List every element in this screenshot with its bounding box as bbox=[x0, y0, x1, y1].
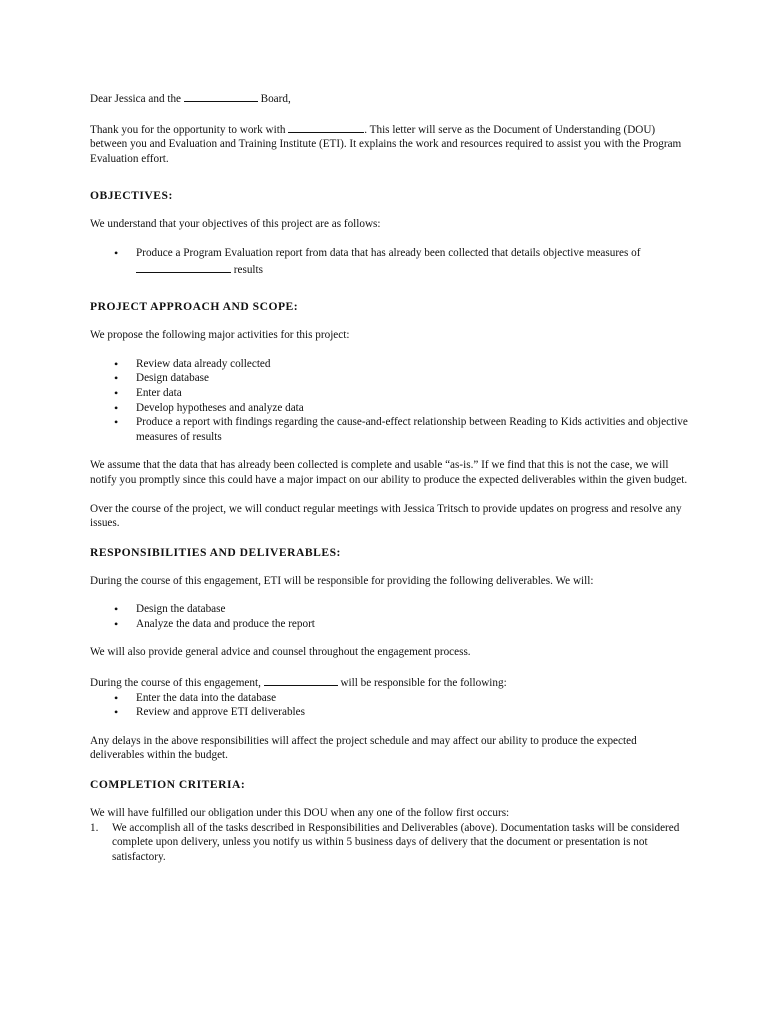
blank-client-name bbox=[264, 674, 338, 686]
list-item: • Analyze the data and produce the report bbox=[90, 617, 690, 632]
meetings-paragraph: Over the course of the project, we will conduct regular meetings with Jessica Tritsch to provide updates on progress and resolve any issues. bbox=[90, 502, 682, 530]
completion-item-text: We accomplish all of the tasks described in Responsibilities and Deliverables (above). Documentation tasks will be considered complete upon delivery, unless you notify us within 5 business days of delivery that the document or presentation is not satisfactory. bbox=[112, 821, 680, 863]
letter-body bbox=[90, 90, 690, 864]
list-item: • Enter the data into the database bbox=[90, 691, 690, 706]
objectives-list bbox=[90, 246, 690, 277]
approach-list bbox=[90, 357, 690, 445]
list-number: 1. bbox=[90, 821, 99, 834]
completion-lead: We will have fulfilled our obligation under this DOU when any one of the follow first occurs: bbox=[90, 807, 510, 820]
intro-text-after: . This letter will serve as the Document of Understanding (DOU) between you and Evaluation and Training Institute (ETI). It explains the work and resources required to assist you with the Program Evaluation effort. bbox=[90, 123, 682, 165]
list-item bbox=[90, 821, 690, 865]
client-lead-before: During the course of this engagement, bbox=[90, 677, 261, 690]
intro-text-before: Thank you for the opportunity to work with bbox=[90, 123, 286, 136]
client-lead bbox=[90, 674, 690, 691]
list-item bbox=[90, 246, 690, 277]
objective-text-before: Produce a Program Evaluation report from data that has already been collected that details objective measures of bbox=[136, 246, 641, 259]
salutation-prefix: Dear Jessica and the bbox=[90, 93, 182, 105]
salutation bbox=[90, 90, 690, 107]
eti-deliverables-list bbox=[90, 602, 690, 631]
intro-paragraph bbox=[90, 121, 690, 167]
completion-heading: COMPLETION CRITERIA: bbox=[90, 778, 246, 792]
objective-text-after: results bbox=[233, 263, 264, 276]
blank-board-name bbox=[184, 90, 258, 102]
approach-heading: PROJECT APPROACH AND SCOPE: bbox=[90, 300, 299, 314]
blank-program-name bbox=[136, 261, 231, 273]
blank-organization-name bbox=[288, 121, 364, 133]
client-responsibilities-list bbox=[90, 691, 690, 720]
salutation-suffix: Board, bbox=[260, 93, 291, 105]
client-lead-after: will be responsible for the following: bbox=[340, 677, 507, 690]
assumption-paragraph: We assume that the data that has already been collected is complete and usable “as-is.” If we find that this is not the case, we will notify you promptly since this could have a major impact on our ability to produce the expected deliverables within the given budget. bbox=[90, 459, 688, 486]
list-item: • Develop hypotheses and analyze data bbox=[90, 401, 690, 416]
approach-lead: We propose the following major activities for this project: bbox=[90, 329, 350, 342]
eti-lead: During the course of this engagement, ETI will be responsible for providing the following deliverables. We will: bbox=[90, 574, 594, 587]
objectives-heading: OBJECTIVES: bbox=[90, 189, 173, 203]
completion-list bbox=[90, 821, 690, 865]
list-item: • Produce a report with findings regarding the cause-and-effect relationship between Reading to Kids activities and objective measures of results bbox=[90, 415, 690, 444]
list-item: • Enter data bbox=[90, 386, 690, 401]
list-item: • Design the database bbox=[90, 602, 690, 617]
list-item: • Design database bbox=[90, 371, 690, 386]
advice-paragraph: We will also provide general advice and counsel throughout the engagement process. bbox=[90, 646, 471, 659]
delays-paragraph: Any delays in the above responsibilities will affect the project schedule and may affect our ability to produce the expected deliverables within the budget. bbox=[90, 734, 637, 762]
responsibilities-heading: RESPONSIBILITIES AND DELIVERABLES: bbox=[90, 545, 341, 559]
list-item: • Review and approve ETI deliverables bbox=[90, 705, 690, 720]
objectives-lead: We understand that your objectives of this project are as follows: bbox=[90, 218, 381, 231]
list-item: • Review data already collected bbox=[90, 357, 690, 372]
